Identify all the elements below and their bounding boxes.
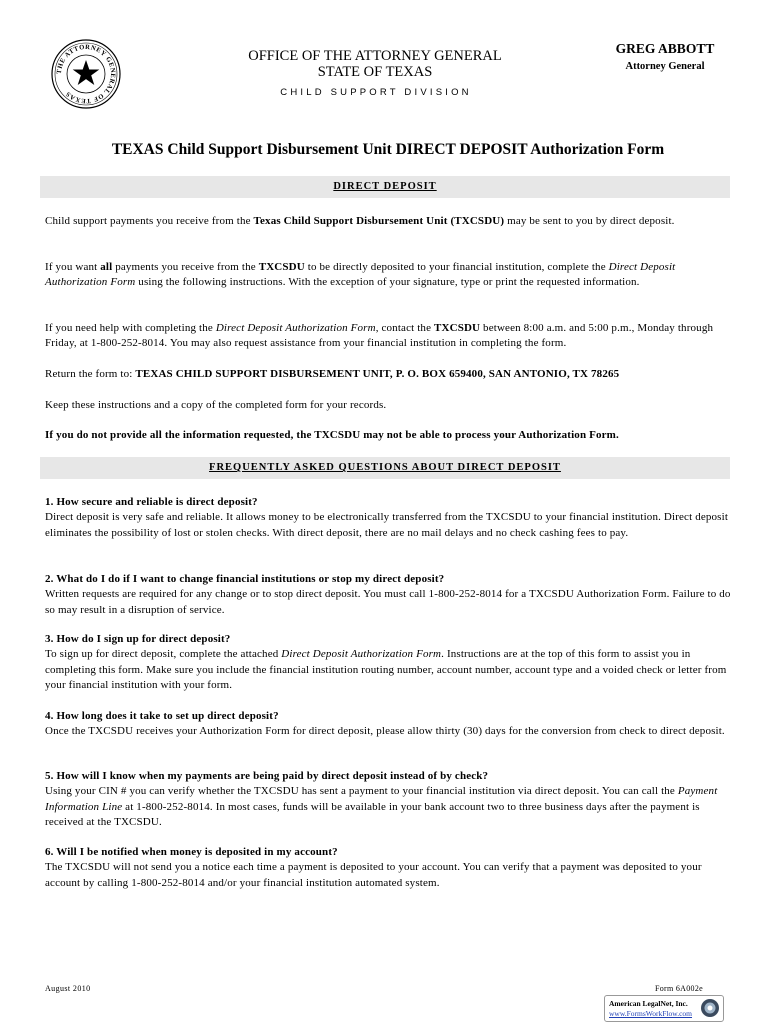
publisher-logo-icon (700, 998, 720, 1018)
faq-answer: To sign up for direct deposit, complete the attached Direct Deposit Authorization Form. Instructions are at the top of this form to assist you in completing this form. Make sure you include the financial institution routing number, account number, account type and a voided check or letter from your financial institution with your form. (45, 648, 727, 691)
faq-item-2 (45, 572, 735, 618)
direct-deposit-heading: DIRECT DEPOSIT (333, 181, 437, 192)
faq-question: 3. How do I sign up for direct deposit? (45, 633, 231, 645)
footer-form-number: Form 6A002e (655, 984, 703, 993)
direct-deposit-heading-bar (40, 176, 730, 198)
publisher-badge[interactable] (604, 995, 724, 1022)
faq-item-4 (45, 709, 735, 740)
faq-question: 1. How secure and reliable is direct deposit? (45, 496, 258, 508)
faq-answer: Direct deposit is very safe and reliable. It allows money to be electronically transferred from the TXCSDU to your financial institution. Direct deposit eliminates the possibility of lost or stolen checks. With direct deposit, there are no mail delays and no check cashing fees to pay. (45, 511, 729, 539)
publisher-link[interactable]: www.FormsWorkFlow.com (609, 1009, 693, 1018)
footer-date: August 2010 (45, 984, 91, 993)
office-heading (220, 48, 530, 80)
attorney-general-title: Attorney General (625, 61, 705, 72)
intro-paragraph: Child support payments you receive from the Texas Child Support Disbursement Unit (TXCSDU) may be sent to you by direct deposit. (45, 215, 675, 227)
keep-instructions-paragraph: Keep these instructions and a copy of the completed form for your records. (45, 399, 387, 411)
faq-question: 2. What do I do if I want to change financial institutions or stop my direct deposit? (45, 573, 445, 585)
faq-item-1 (45, 495, 735, 541)
all-payments-paragraph: If you want all payments you receive from the TXCSDU to be directly deposited to your financial institution, complete the Direct Deposit Authorization Form using the following instructions. With the exception of your signature, type or print the requested information. (45, 261, 676, 289)
faq-item-5 (45, 769, 735, 830)
warning-paragraph: If you do not provide all the information requested, the TXCSDU may not be able to process your Authorization Form. (45, 429, 619, 441)
office-line-1: OFFICE OF THE ATTORNEY GENERAL (248, 48, 502, 64)
faq-answer: Once the TXCSDU receives your Authorization Form for direct deposit, please allow thirty (30) days for the conversion from check to direct deposit. (45, 725, 725, 738)
faq-answer: The TXCSDU will not send you a notice each time a payment is deposited to your account. You can verify that a payment was deposited to your account by calling 1-800-252-8014 and/or your financial institution automated system. (45, 861, 702, 889)
faq-answer: Written requests are required for any change or to stop direct deposit. You must call 1-800-252-8014 for a TXCSDU Authorization Form. Failure to do so may result in a disruption of service. (45, 588, 731, 616)
form-title: TEXAS Child Support Disbursement Unit DIRECT DEPOSIT Authorization Form (111, 141, 665, 158)
faq-item-3 (45, 632, 735, 693)
publisher-name: American LegalNet, Inc. (609, 999, 688, 1008)
faq-item-6 (45, 845, 735, 891)
office-line-2: STATE OF TEXAS (317, 64, 433, 80)
faq-heading: FREQUENTLY ASKED QUESTIONS ABOUT DIRECT DEPOSIT (209, 462, 561, 473)
return-address-paragraph: Return the form to: TEXAS CHILD SUPPORT DISBURSEMENT UNIT, P. O. BOX 659400, SAN ANTONIO, TX 78265 (45, 368, 620, 380)
faq-heading-bar (40, 457, 730, 479)
faq-question: 6. Will I be notified when money is deposited in my account? (45, 846, 338, 858)
seal-text: THE ATTORNEY GENERAL OF TEXAS (55, 43, 117, 105)
help-paragraph: If you need help with completing the Direct Deposit Authorization Form, contact the TXCSDU between 8:00 a.m. and 5:00 p.m., Monday through Friday, at 1-800-252-8014. You may also request assistance from your financial institution in completing the form. (45, 322, 714, 350)
faq-answer: Using your CIN # you can verify whether the TXCSDU has sent a payment to your financial institution via direct deposit. You can call the Payment Information Line at 1-800-252-8014. In most cases, funds will be available in your bank account two to three business days after the payment is received at the TXCSDU. (45, 785, 718, 828)
attorney-general-name: GREG ABBOTT (615, 41, 715, 56)
star-icon (73, 60, 100, 85)
faq-question: 4. How long does it take to set up direct deposit? (45, 710, 279, 722)
division-name: CHILD SUPPORT DIVISION (280, 87, 472, 98)
attorney-general-seal (50, 38, 122, 110)
faq-question: 5. How will I know when my payments are being paid by direct deposit instead of by check? (45, 770, 489, 782)
